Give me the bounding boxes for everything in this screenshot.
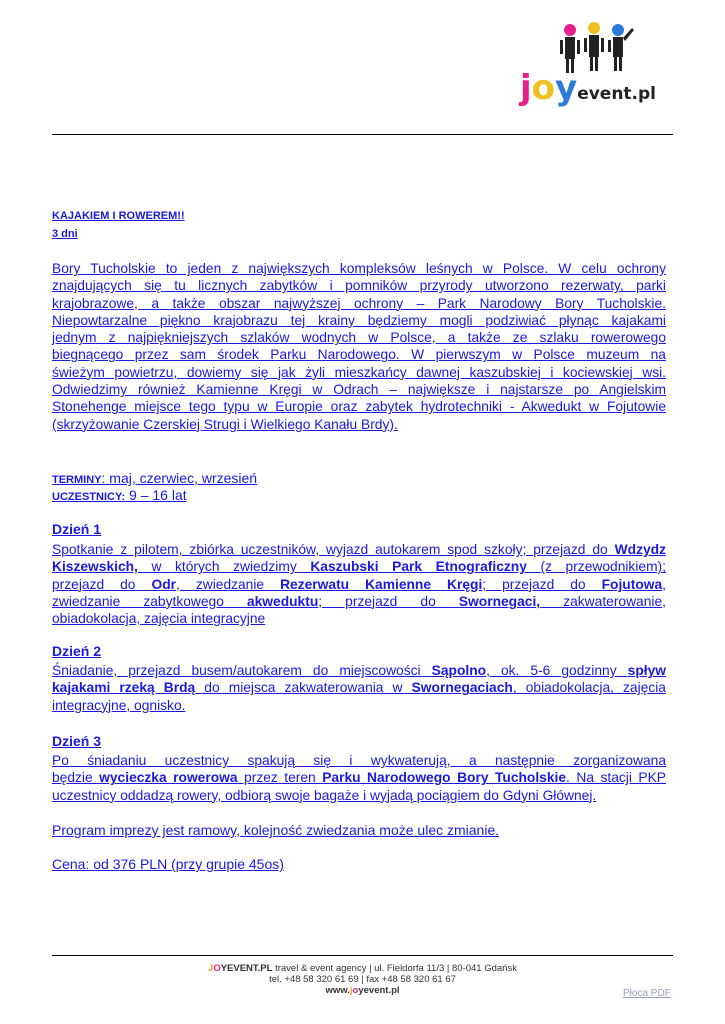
program-note[interactable]: Program imprezy jest ramowy, kolejność zwiedzania może ulec zmianie. <box>52 822 500 838</box>
intro-line: krajobrazowe, a także obszar najwyższej ochrony – Park Narodowy Bory Tucholskie. <box>52 295 666 311</box>
kaszubski-park: Kaszubski Park Etnograficzny <box>310 559 527 575</box>
day3-heading[interactable]: Dzień 3 <box>52 733 102 749</box>
day1-paragraph[interactable] <box>52 541 666 627</box>
intro-line: Stonehenge miejsce tego typu w Europie oraz zabytek hydrotechniki - Akwedukt w Fojutowie <box>52 399 666 415</box>
day2-paragraph[interactable] <box>52 662 666 714</box>
day1-line: obiadokolacja, zajęcia integracyjne <box>52 611 266 627</box>
intro-paragraph[interactable] <box>52 260 666 433</box>
intro-line: (skrzyżowanie Czerskiej Strugi i Wielkiego Kanału Brdy). <box>52 416 398 432</box>
day2-line: kajakami rzeką Brdą do miejsca zakwaterowania w Swornegaciach, obiadokolacja, zajęcia <box>52 680 666 696</box>
day3-line: uczestnicy oddadzą rowery, odbiorą swoje bagaże i wyjadą pociągiem do Gdyni Głównej. <box>52 787 597 803</box>
terms-line[interactable] <box>52 470 257 486</box>
price-line[interactable]: Cena: od 376 PLN (przy grupie 45os) <box>52 856 284 872</box>
day3-paragraph[interactable] <box>52 752 666 804</box>
day2-line: integracyjne, ognisko. <box>52 697 186 713</box>
footer-address: JOYEVENT.PL travel & event agency | ul. Fieldorfa 11/3 | 80-041 Gdańsk <box>208 963 517 974</box>
day2-line: Śniadanie, przejazd busem/autokarem do miejscowości Sąpolno, ok. 5-6 godzinny spływ <box>52 663 667 678</box>
intro-line: świeżym powietrzu, dowiemy się jak żyli mieszkańcy dawnej kaszubskiej i kociewskiej wsi. <box>52 364 666 380</box>
day1-line: przejazd do Odr, zwiedzanie Rezerwatu Kamienne Kręgi; przejazd do Fojutowa, <box>52 576 666 592</box>
footer <box>0 963 725 996</box>
participants-value: 9 – 16 lat <box>125 487 187 503</box>
intro-line: Odwiedzimy również Kamienne Kręgi w Odrach – największe i najstarsze po Angielskim <box>52 382 666 398</box>
day1-line: Spotkanie z pilotem, zbiórka uczestników, wyjazd autokarem spod szkoły; przejazd do Wdzydz <box>52 542 666 557</box>
day2-heading[interactable]: Dzień 2 <box>52 643 102 659</box>
terms-value: : maj, czerwiec, wrzesień <box>101 470 258 486</box>
day1-line: Kiszewskich, w których zwiedzimy Kaszubski Park Etnograficzny (z przewodnikiem); <box>52 559 666 575</box>
intro-line: Niepowtarzalne piękno krajobrazu tej krainy będziemy mogli podziwiać płynąc kajakami <box>52 312 666 328</box>
offer-title[interactable]: KAJAKIEM I ROWEREM!! <box>52 210 185 222</box>
logo-j: j <box>520 68 532 108</box>
footer-www[interactable]: www.joyevent.pl <box>325 985 400 996</box>
logo-rest: event.pl <box>577 84 657 104</box>
place-wdzydze: Wdzydz <box>614 542 666 557</box>
day1-line: zwiedzanie zabytkowego akweduktu; przejazd do Swornegaci, zakwaterowanie, <box>52 593 666 609</box>
bottom-divider <box>52 955 673 956</box>
day3-line: Po śniadaniu uczestnicy spakują się i wykwaterują, a następnie zorganizowana <box>52 753 666 768</box>
intro-line: Bory Tucholskie to jeden z największych kompleksów leśnych w Polsce. W celu ochrony <box>52 261 666 276</box>
intro-line: znajdujących się tu licznych zabytków i pomników przyrody utworzono rezerwaty, parki <box>52 278 666 294</box>
day3-line: będzie wycieczka rowerowa przez teren Parku Narodowego Bory Tucholskie. Na stacji PKP <box>52 770 667 786</box>
offer-duration[interactable]: 3 dni <box>52 228 78 240</box>
day1-heading[interactable]: Dzień 1 <box>52 521 102 537</box>
logo-o: o <box>531 68 556 108</box>
participants-label: UCZESTNICY: <box>52 491 126 503</box>
participants-line[interactable] <box>52 487 187 503</box>
footer-phone: tel. +48 58 320 61 69 | fax +48 58 320 61 67 <box>269 974 456 985</box>
intro-line: biegnącego przez sam środek Parku Narodowego. W pierwszym w Polsce muzeum na <box>52 347 666 363</box>
top-divider <box>52 134 673 135</box>
intro-line: jednym z najpiękniejszych szlaków wodnych w Polsce, a także ze szlaku rowerowego <box>52 330 666 346</box>
terms-label: TERMINY <box>52 474 102 486</box>
pdf-link[interactable]: Płoca PDF <box>623 988 671 999</box>
logo-y: y <box>555 68 578 108</box>
joyevent-logo <box>520 16 660 112</box>
